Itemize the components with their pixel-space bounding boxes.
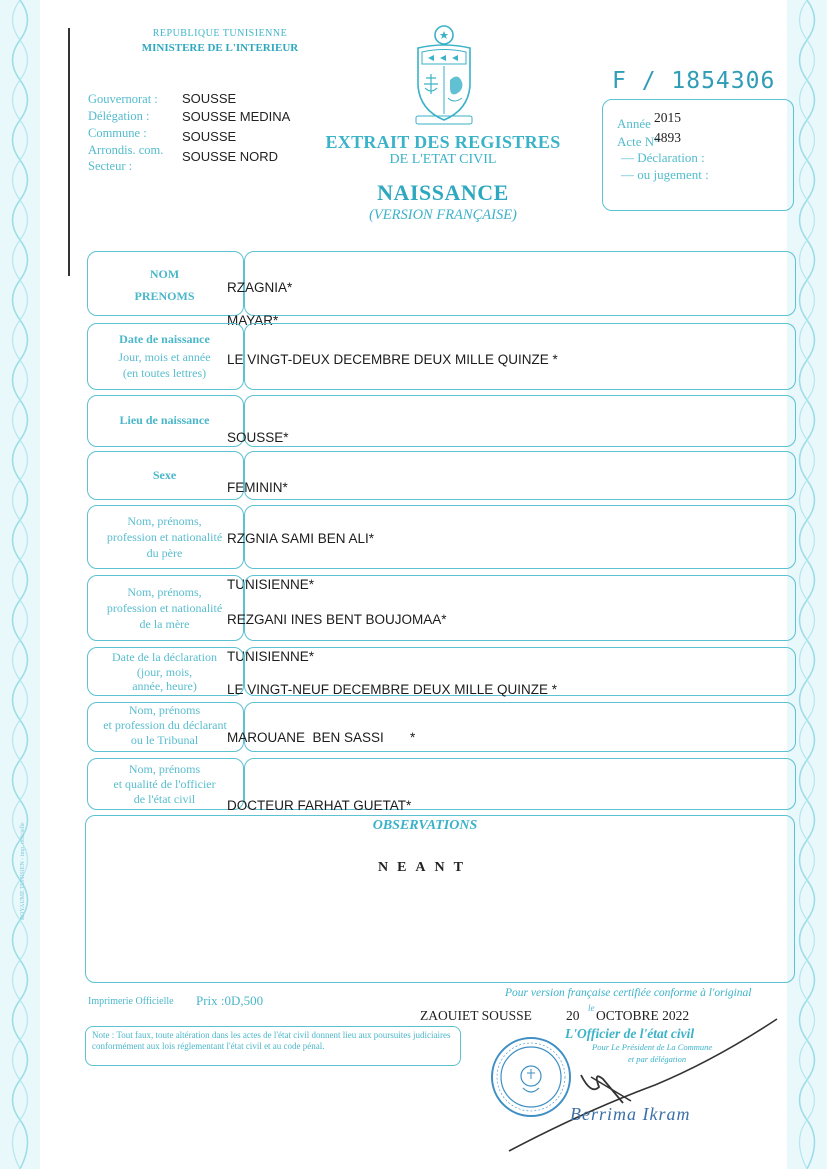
mere-label-1: Nom, prénoms, xyxy=(127,585,202,599)
document-subtitle: DE L'ETAT CIVIL xyxy=(389,152,497,167)
date-value: OCTOBRE 2022 xyxy=(596,1008,690,1023)
secteur-label: Secteur : xyxy=(88,159,133,173)
gouvernorat-label: Gouvernorat : xyxy=(88,92,158,106)
date-naissance-value: LE VINGT-DEUX DECEMBRE DEUX MILLE QUINZE * xyxy=(227,352,558,367)
prenom-value: MAYAR* xyxy=(227,313,279,328)
left-guilloche-border xyxy=(0,0,40,1169)
signature-name: Berrima Ikram xyxy=(570,1104,691,1124)
acte-label: Acte N° xyxy=(617,134,660,149)
officer-title: L'Officier de l'état civil xyxy=(565,1026,695,1041)
gouvernorat-value: SOUSSE xyxy=(182,91,237,106)
republic-label: REPUBLIQUE TUNISIENNE xyxy=(152,28,288,39)
document-type: NAISSANCE xyxy=(377,180,509,205)
officier-label-3: de l'état civil xyxy=(133,792,196,806)
commune-value: SOUSSE xyxy=(182,129,237,144)
sexe-value: FEMININ* xyxy=(227,480,288,495)
declaration-date-value: LE VINGT-NEUF DECEMBRE DEUX MILLE QUINZE * xyxy=(227,682,558,697)
officier-label-2: et qualité de l'officier xyxy=(113,777,216,791)
place-value: ZAOUIET SOUSSE xyxy=(420,1008,532,1023)
delegation-value: SOUSSE MEDINA xyxy=(182,109,291,124)
officier-value: DOCTEUR FARHAT GUETAT* xyxy=(227,798,412,813)
lieu-value-cell xyxy=(244,395,796,447)
lieu-naissance-label: Lieu de naissance xyxy=(119,413,210,427)
ministry-label: MINISTERE DE L'INTERIEUR xyxy=(141,42,299,54)
declarant-value: MAROUANE BEN SASSI * xyxy=(227,730,416,745)
legal-note: Note : Tout faux, toute altération dans les actes de l'état civil donnent lieu aux poursuites judiciaires conformément aux lois réglementant l'état civil et au code pénal. xyxy=(85,1026,461,1066)
pere-label-2: profession et nationalité xyxy=(106,530,223,544)
mere-label-2: profession et nationalité xyxy=(106,601,223,615)
serial-number: F / 1854306 xyxy=(612,68,776,94)
pere-value: RZGNIA SAMI BEN ALI* xyxy=(227,531,375,546)
arrondis-value: SOUSSE NORD xyxy=(182,149,279,164)
le-label: le xyxy=(588,1003,595,1013)
left-margin-line xyxy=(68,28,70,276)
margin-microtext: ROYAUME TUNISIEN - imp. officielle xyxy=(20,822,26,920)
declarant-label-1: Nom, prénoms xyxy=(128,703,201,717)
mere-label-3: de la mère xyxy=(139,617,190,631)
prix-label: Prix :0D,500 xyxy=(196,993,264,1008)
mere-nationalite: TUNISIENNE* xyxy=(227,649,315,664)
tunisia-coat-of-arms-icon xyxy=(408,22,480,126)
observations-title: OBSERVATIONS xyxy=(372,818,478,833)
annee-label: Année xyxy=(617,116,651,131)
officer-sub-2: et par délégation xyxy=(628,1054,687,1064)
document-version: (VERSION FRANÇAISE) xyxy=(369,207,517,223)
certified-text: Pour version française certifiée conforme à l'original xyxy=(505,987,752,999)
nom-value-cell xyxy=(244,251,796,316)
declarant-label-2: et profession du déclarant xyxy=(103,718,227,732)
declaration-date-label-1: Date de la déclaration xyxy=(112,650,217,664)
declarant-label-3: ou le Tribunal xyxy=(130,733,199,747)
officier-label-1: Nom, prénoms xyxy=(128,762,201,776)
pere-label-1: Nom, prénoms, xyxy=(127,514,202,528)
nom-label-cell xyxy=(87,251,244,316)
sexe-label: Sexe xyxy=(152,468,177,482)
declaration-label: — Déclaration : xyxy=(621,150,705,165)
observations-box xyxy=(85,815,795,983)
commune-label: Commune : xyxy=(88,126,147,140)
signature-icon xyxy=(505,1015,785,1155)
declaration-date-label-3: année, heure) xyxy=(132,679,197,693)
pere-label-3: du père xyxy=(146,546,183,560)
imprimerie-label: Imprimerie Officielle xyxy=(88,996,174,1007)
date-naissance-sublabel2: (en toutes lettres) xyxy=(122,366,207,380)
jugement-label: — ou jugement : xyxy=(621,167,709,182)
day-value: 20 xyxy=(566,1008,580,1023)
arrondis-label: Arrondis. com. xyxy=(88,143,164,157)
declaration-date-label-2: (jour, mois, xyxy=(136,665,193,679)
prenoms-label: PRENOMS xyxy=(134,289,195,303)
mere-value-cell xyxy=(244,575,796,641)
mere-value: REZGANI INES BENT BOUJOMAA* xyxy=(227,612,447,627)
lieu-naissance-value: SOUSSE* xyxy=(227,430,289,445)
nom-label: NOM xyxy=(149,267,180,281)
pere-nationalite: TUNISIENNE* xyxy=(227,577,315,592)
sexe-value-cell xyxy=(244,451,796,500)
acte-value: 4893 xyxy=(654,130,681,145)
date-naissance-sublabel: Jour, mois et année xyxy=(118,350,211,364)
date-naissance-label: Date de naissance xyxy=(119,332,210,346)
officer-sub-1: Pour Le Président de La Commune xyxy=(592,1042,713,1052)
annee-value: 2015 xyxy=(654,110,681,125)
delegation-label: Délégation : xyxy=(88,109,150,123)
observations-value: NEANT xyxy=(377,860,472,875)
document-title: EXTRAIT DES REGISTRES xyxy=(325,132,561,152)
nom-value: RZAGNIA* xyxy=(227,280,293,295)
